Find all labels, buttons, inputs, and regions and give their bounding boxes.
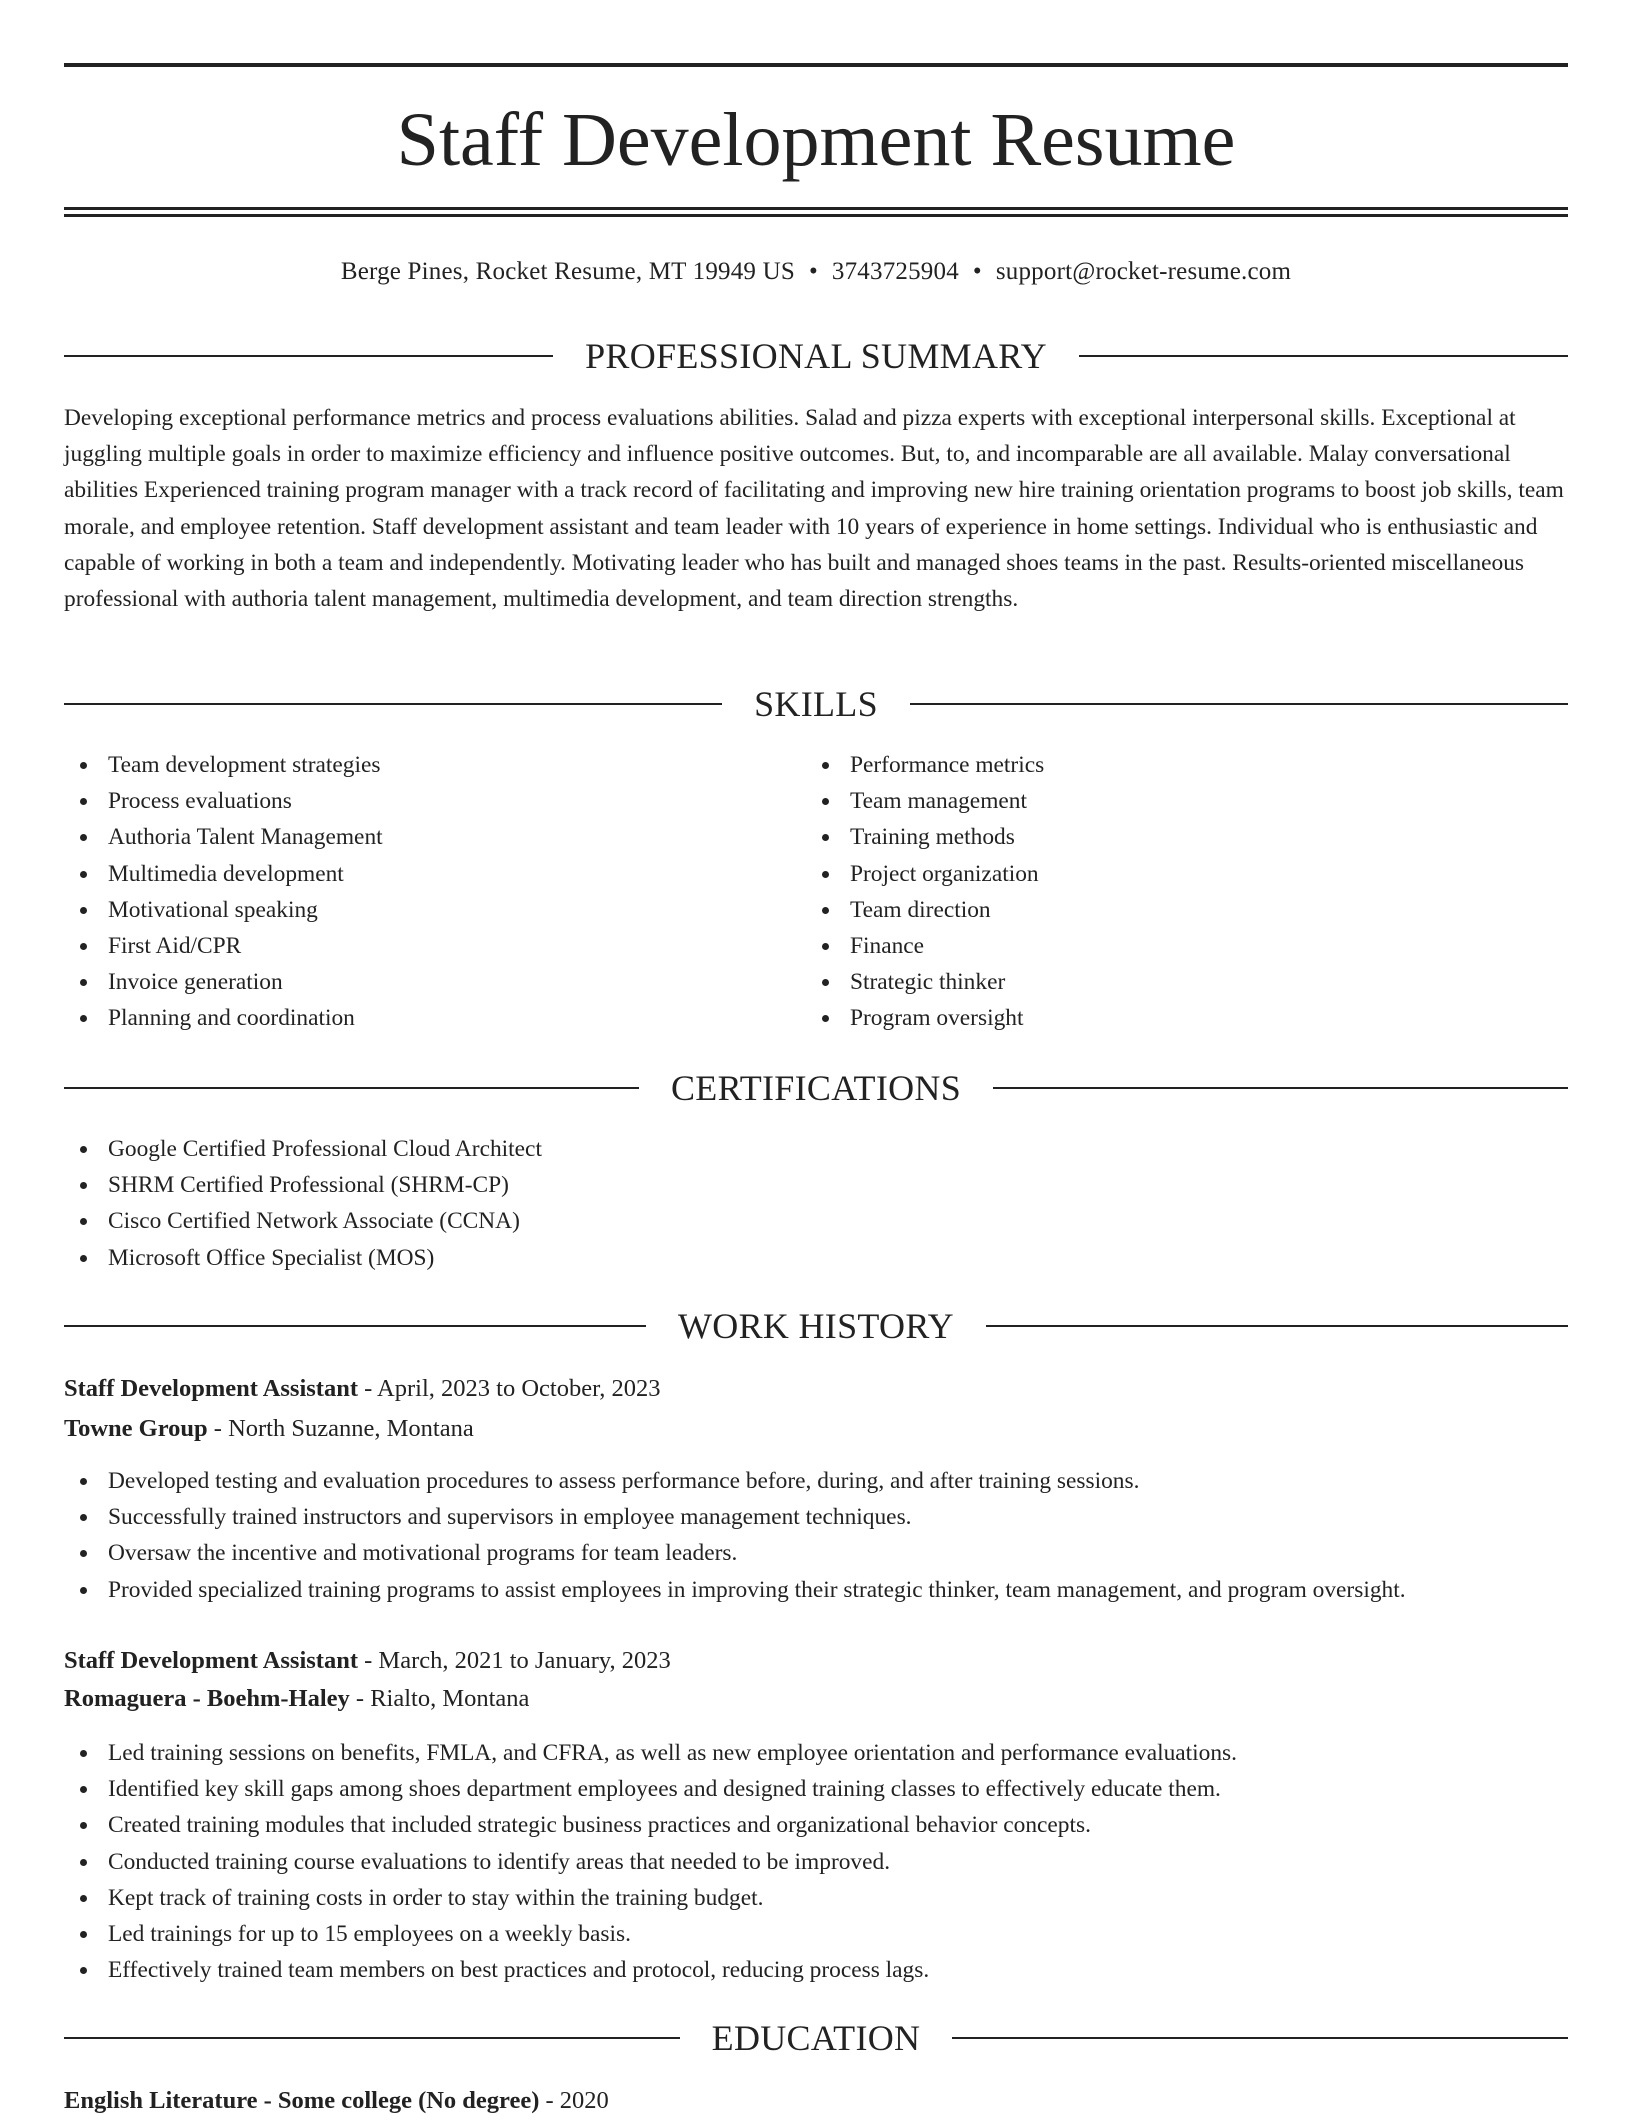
job-location: - Rialto, Montana — [349, 1685, 530, 1712]
job-company: Romaguera - Boehm-Haley — [64, 1685, 350, 1712]
skill-item: First Aid/CPR — [64, 928, 784, 964]
job-title: Staff Development Assistant — [64, 1375, 358, 1402]
section-rule — [64, 1087, 639, 1089]
job-company: Towne Group — [64, 1415, 208, 1442]
section-title: CERTIFICATIONS — [670, 1068, 962, 1108]
resume-title: Staff Development Resume — [396, 98, 1236, 182]
skill-item: Team development strategies — [64, 747, 784, 783]
job-bullet: Effectively trained team members on best practices and protocol, reducing process lags. — [64, 1952, 1568, 1988]
certifications-list — [64, 1131, 1568, 1276]
skills-list-right — [806, 747, 1526, 1037]
skill-item: Training methods — [806, 819, 1526, 855]
section-rule — [1079, 355, 1568, 357]
section-title: WORK HISTORY — [678, 1306, 954, 1346]
job-bullet: Developed testing and evaluation procedures to assess performance before, during, and after training sessions. — [64, 1463, 1568, 1499]
section-title: EDUCATION — [711, 2018, 921, 2058]
skill-item: Performance metrics — [806, 747, 1526, 783]
section-header-certifications — [64, 1066, 1568, 1110]
section-rule — [64, 703, 722, 705]
section-rule — [64, 355, 553, 357]
skill-item: Strategic thinker — [806, 964, 1526, 1000]
job-bullet: Conducted training course evaluations to identify areas that needed to be improved. — [64, 1844, 1568, 1880]
skill-item: Team direction — [806, 892, 1526, 928]
contact-email: support@rocket-resume.com — [995, 258, 1292, 285]
job-location: - North Suzanne, Montana — [207, 1415, 474, 1442]
section-rule — [993, 1087, 1568, 1089]
skill-item: Multimedia development — [64, 856, 784, 892]
job-title-line — [64, 1370, 661, 1408]
job-bullet: Identified key skill gaps among shoes department employees and designed training classes to effectively educate them. — [64, 1771, 1568, 1807]
job-title-line — [64, 1642, 671, 1680]
section-rule — [986, 1325, 1568, 1327]
contact-phone: 3743725904 — [831, 258, 959, 285]
job-bullet: Kept track of training costs in order to stay within the training budget. — [64, 1880, 1568, 1916]
skills-list-left — [64, 747, 784, 1037]
job-bullet: Led training sessions on benefits, FMLA, and CFRA, as well as new employee orientation and performance evaluations. — [64, 1735, 1568, 1771]
education-degree: English Literature - Some college (No degree) — [64, 2087, 540, 2114]
job-bullets — [64, 1735, 1568, 1988]
skill-item: Invoice generation — [64, 964, 784, 1000]
skill-item: Team management — [806, 783, 1526, 819]
job-company-line — [64, 1680, 529, 1718]
contact-address: Berge Pines, Rocket Resume, MT 19949 US — [340, 258, 795, 285]
education-line — [64, 2082, 609, 2120]
education-year: - 2020 — [539, 2087, 609, 2114]
section-header-skills — [64, 682, 1568, 726]
section-title: SKILLS — [754, 684, 878, 724]
section-rule — [952, 2037, 1568, 2039]
job-bullets — [64, 1463, 1568, 1608]
job-dates: - April, 2023 to October, 2023 — [358, 1375, 661, 1402]
section-header-work-history — [64, 1304, 1568, 1348]
certification-item: Cisco Certified Network Associate (CCNA) — [64, 1203, 1568, 1239]
certification-item: Microsoft Office Specialist (MOS) — [64, 1240, 1568, 1276]
job-bullet: Successfully trained instructors and supervisors in employee management techniques. — [64, 1499, 1568, 1535]
job-bullet: Provided specialized training programs to assist employees in improving their strategic thinker, team management, and program oversight. — [64, 1572, 1568, 1608]
skill-item: Motivational speaking — [64, 892, 784, 928]
certification-item: Google Certified Professional Cloud Architect — [64, 1131, 1568, 1167]
job-company-line — [64, 1410, 474, 1448]
summary-text: Developing exceptional performance metrics and process evaluations abilities. Salad and pizza experts with exceptional interpersonal skills. Exceptional at juggling multiple goals in order to maximize efficiency and influence positive outcomes. But, to, and incomparable are all available. Malay conversational abilities Experienced training program manager with a track record of facilitating and improving new hire training orientation programs to boost job skills, team morale, and employee retention. Staff development assistant and team leader with 10 years of experience in home settings. Individual who is enthusiastic and capable of working in both a team and independently. Motivating leader who has built and managed shoes teams in the past. Results-oriented miscellaneous professional with authoria talent management, multimedia development, and team direction strengths. — [64, 405, 1564, 613]
skill-item: Process evaluations — [64, 783, 784, 819]
contact-separator: • — [808, 258, 818, 285]
section-rule — [910, 703, 1568, 705]
skill-item: Finance — [806, 928, 1526, 964]
job-dates: - March, 2021 to January, 2023 — [358, 1647, 671, 1674]
section-title: PROFESSIONAL SUMMARY — [585, 336, 1047, 376]
top-rule — [64, 63, 1568, 67]
job-bullet: Led trainings for up to 15 employees on a weekly basis. — [64, 1916, 1568, 1952]
skill-item: Planning and coordination — [64, 1000, 784, 1036]
section-rule — [64, 1325, 646, 1327]
skill-item: Project organization — [806, 856, 1526, 892]
certification-item: SHRM Certified Professional (SHRM-CP) — [64, 1167, 1568, 1203]
contact-separator: • — [972, 258, 982, 285]
skill-item: Authoria Talent Management — [64, 819, 784, 855]
contact-line — [64, 254, 1568, 290]
section-header-education — [64, 2016, 1568, 2060]
job-bullet: Created training modules that included strategic business practices and organizational behavior concepts. — [64, 1807, 1568, 1843]
section-header-summary — [64, 334, 1568, 378]
skill-item: Program oversight — [806, 1000, 1526, 1036]
job-title: Staff Development Assistant — [64, 1647, 358, 1674]
job-bullet: Oversaw the incentive and motivational programs for team leaders. — [64, 1535, 1568, 1571]
title-double-rule — [64, 207, 1568, 217]
section-rule — [64, 2037, 680, 2039]
